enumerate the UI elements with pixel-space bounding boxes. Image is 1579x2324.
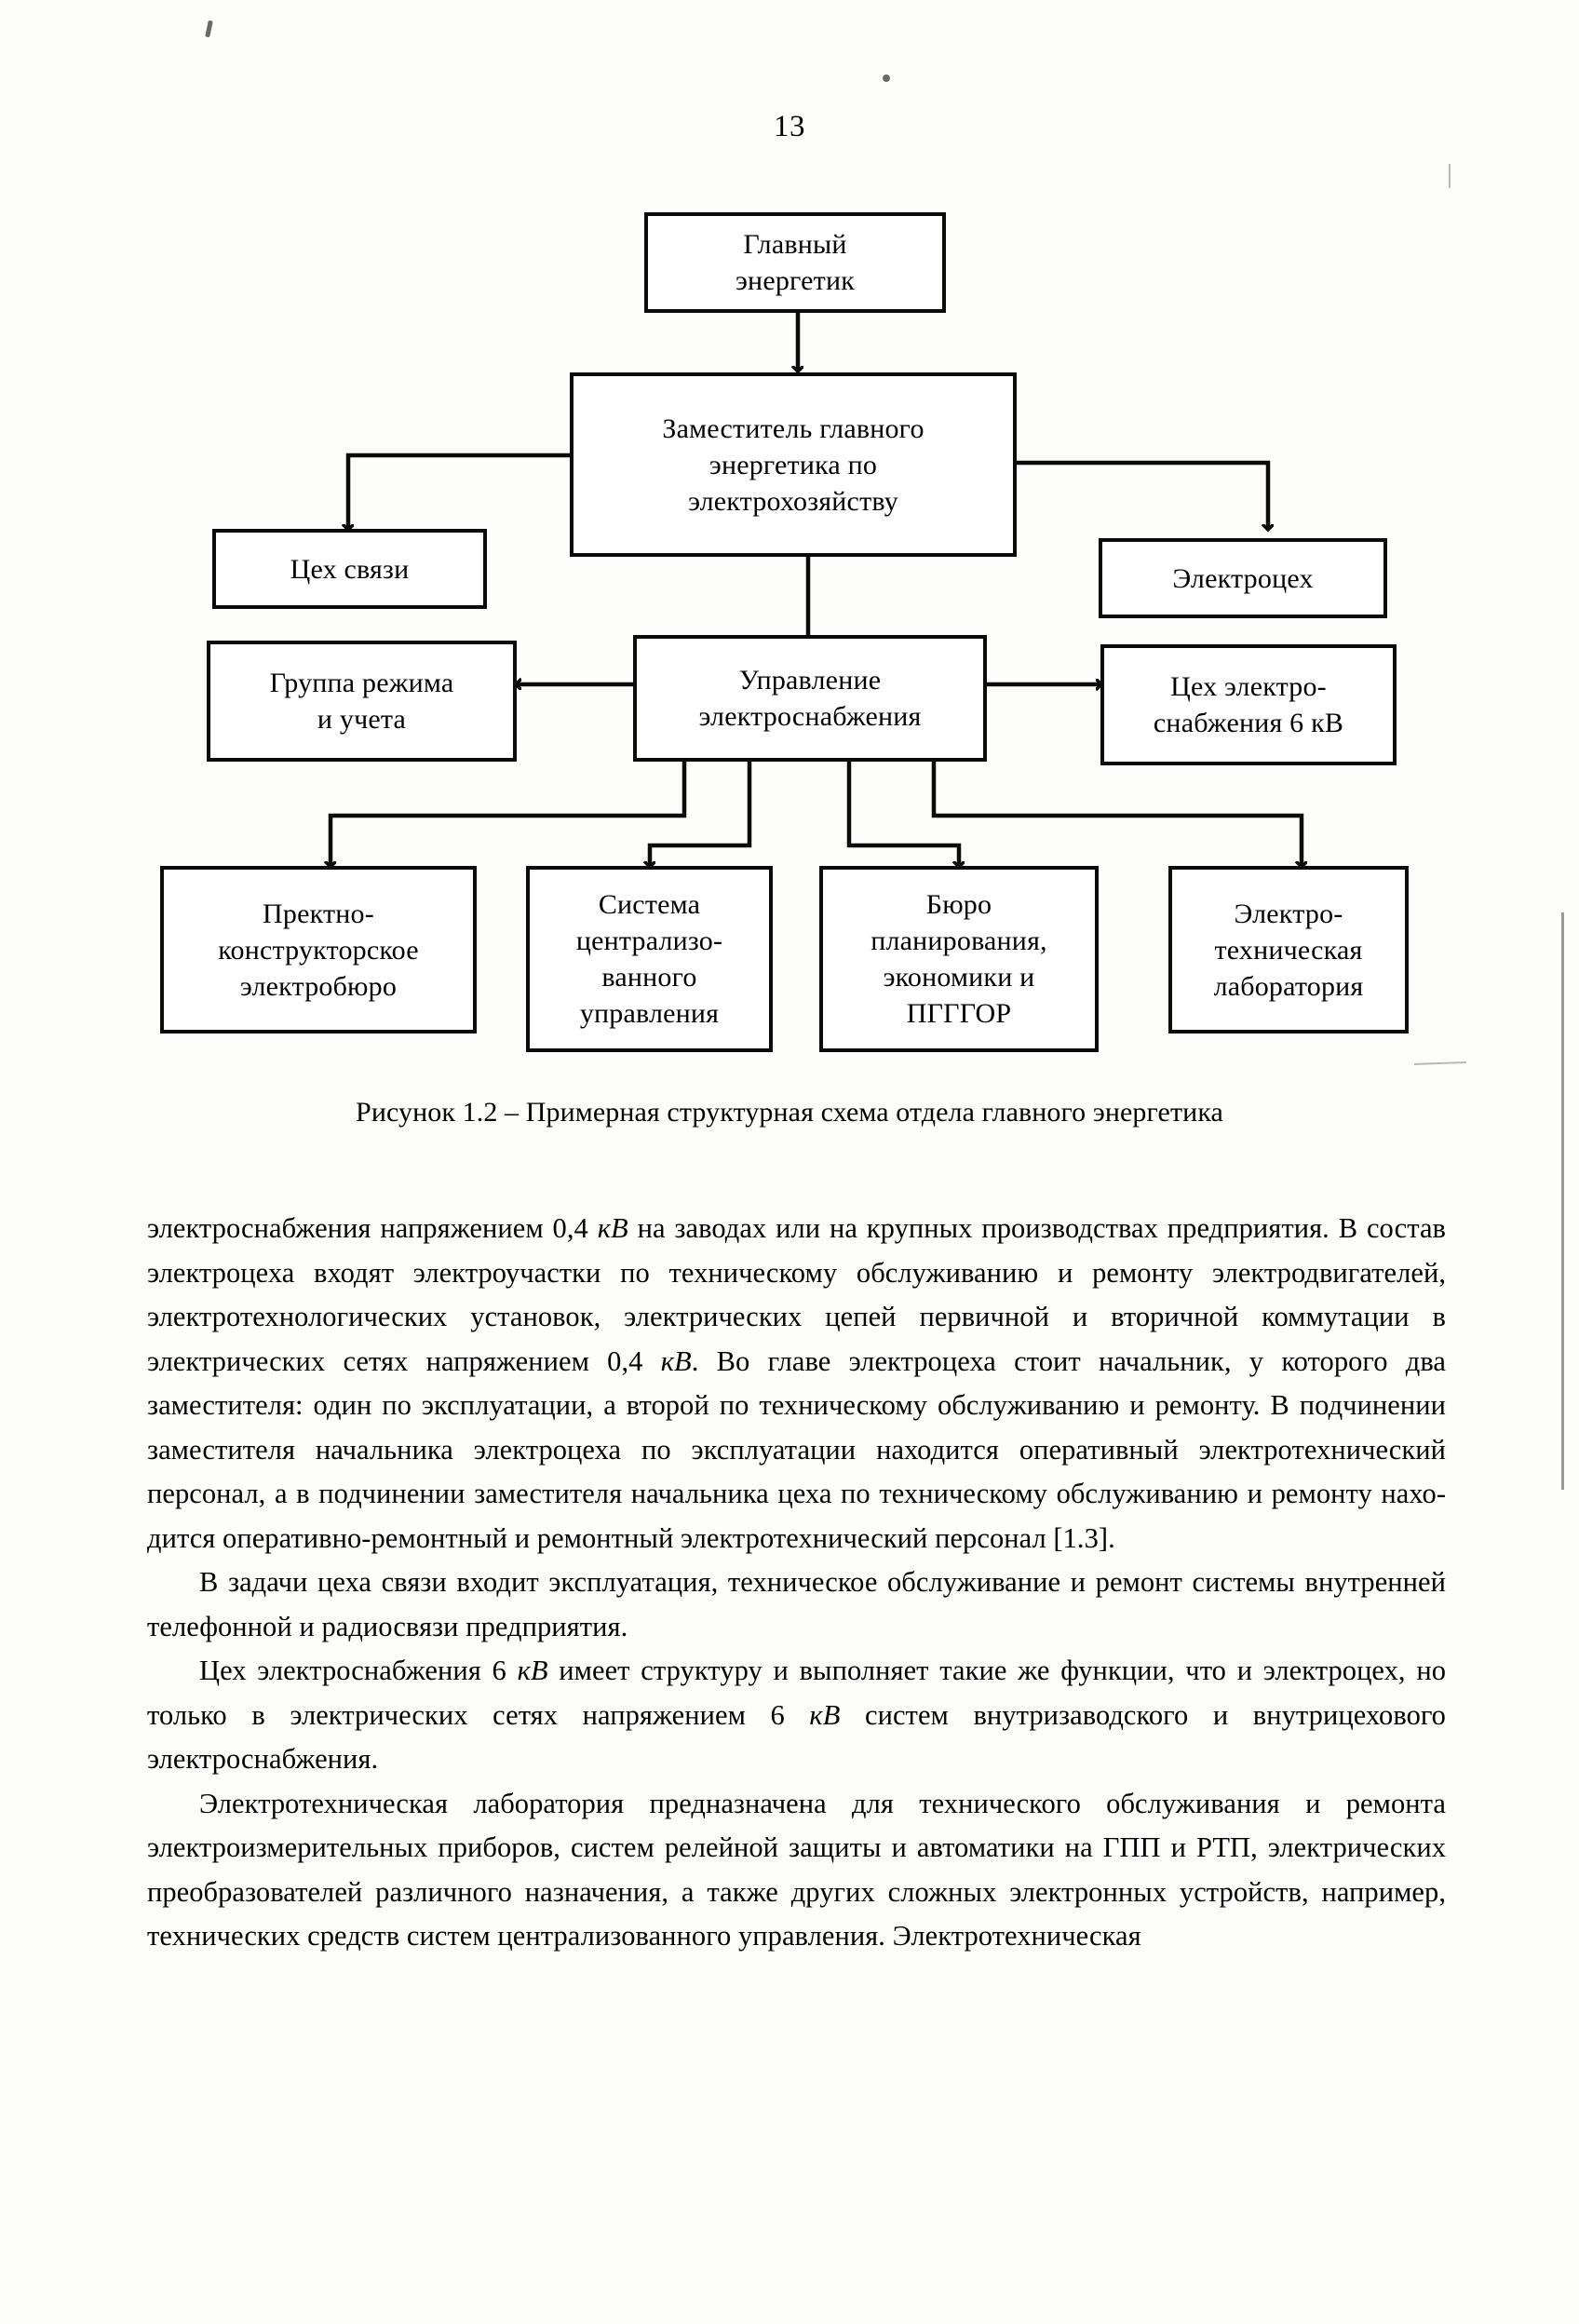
emphasis-text: кВ bbox=[660, 1344, 692, 1377]
node-electro-shop-label: Электроцех bbox=[1172, 562, 1314, 594]
plain-text: . Во главе электроцеха стоит начальник, у которого два заместителя: один по эксплуатации, а второй по техническому обслуживанию и ремонту. В подчинении заместителя начальника электроцеха по эксплуатации находится оперативный электротехнический персонал, а в подчинении заместителя начальника цеха по техническому обслуживанию и ремонту находится оперативно-ремонтный и ремонтный электротехнический персонал [1.3]. bbox=[147, 1344, 1446, 1554]
node-shop-6kv-label: Цех электро- снабжения 6 кВ bbox=[1153, 671, 1344, 738]
node-regime-and-metering-group-label: Группа режима и учета bbox=[269, 668, 454, 735]
body-paragraph bbox=[147, 1207, 1446, 1561]
node-planning-bureau bbox=[819, 866, 1099, 1052]
node-power-supply-management-label: Управление электроснабжения bbox=[698, 665, 922, 732]
node-electro-shop bbox=[1099, 538, 1387, 618]
node-electrotechnical-laboratory-label: Электро- техническая лаборатория bbox=[1213, 898, 1364, 1002]
node-electrotechnical-laboratory bbox=[1168, 866, 1409, 1034]
body-paragraph bbox=[147, 1649, 1446, 1782]
emphasis-text: кВ bbox=[597, 1212, 628, 1244]
node-planning-bureau-label: Бюро планирования, экономики и ПГГГОР bbox=[870, 889, 1047, 1029]
body-text bbox=[147, 1207, 1446, 1959]
figure-caption: Рисунок 1.2 – Примерная структурная схема отдела главного энергетика bbox=[356, 1097, 1223, 1128]
body-paragraph bbox=[147, 1561, 1446, 1649]
node-shop-6kv bbox=[1100, 644, 1397, 765]
plain-text: Электротехническая лаборатория предназначена для технического обслуживания и ремонта электроизмерительных приборов, систем релейной защиты и автоматики на ГПП и РТП, электрических преобразователей различного назначения, а также других сложных электронных устройств, например, технических средств систем централизованного управления. Электротехническая bbox=[147, 1787, 1446, 1952]
plain-text: В задачи цеха связи входит эксплуатация, техническое обслуживание и ремонт системы внутренней телефонной и радиосвязи предприятия. bbox=[147, 1566, 1446, 1642]
node-regime-and-metering-group bbox=[207, 641, 517, 762]
node-design-bureau-label: Пректно- конструкторское электробюро bbox=[218, 898, 419, 1002]
plain-text: на заводах или на крупных производствах предприятия. В состав электроцеха входят электроучастки по техническому обслуживанию и ремонту электродвигателей, электротехнологических установок, электрических цепей первичной и вторичной коммутации в электрических сетях напряжением 0,4 bbox=[147, 1212, 1446, 1377]
node-design-bureau bbox=[160, 866, 477, 1034]
node-chief-engineer-label: Главный энергетик bbox=[735, 229, 855, 296]
node-deputy-chief-engineer bbox=[570, 372, 1017, 557]
body-paragraph bbox=[147, 1782, 1446, 1959]
emphasis-text: кВ bbox=[809, 1698, 841, 1731]
page-number: 13 bbox=[774, 110, 805, 143]
figure-org-chart bbox=[0, 0, 1579, 1155]
node-power-supply-management bbox=[633, 635, 987, 762]
node-communications-shop-label: Цех связи bbox=[290, 553, 410, 585]
node-centralized-control-system-label: Система централизо- ванного управления bbox=[575, 889, 723, 1029]
node-centralized-control-system bbox=[526, 866, 773, 1052]
plain-text: систем внутризаводского и внутрицехового электроснабжения. bbox=[147, 1698, 1446, 1775]
node-communications-shop bbox=[212, 529, 487, 609]
plain-text: имеет структуру и выполняет такие же функции, что и электроцех, но только в электрических сетях напряжением 6 bbox=[147, 1655, 1446, 1731]
emphasis-text: кВ bbox=[517, 1655, 548, 1686]
node-chief-engineer bbox=[644, 212, 946, 313]
plain-text: Цех электроснабжения 6 bbox=[199, 1655, 518, 1686]
node-deputy-chief-engineer-label: Заместитель главного энергетика по электрохозяйству bbox=[662, 412, 924, 517]
plain-text: электроснабжения напряжением 0,4 bbox=[147, 1212, 598, 1244]
